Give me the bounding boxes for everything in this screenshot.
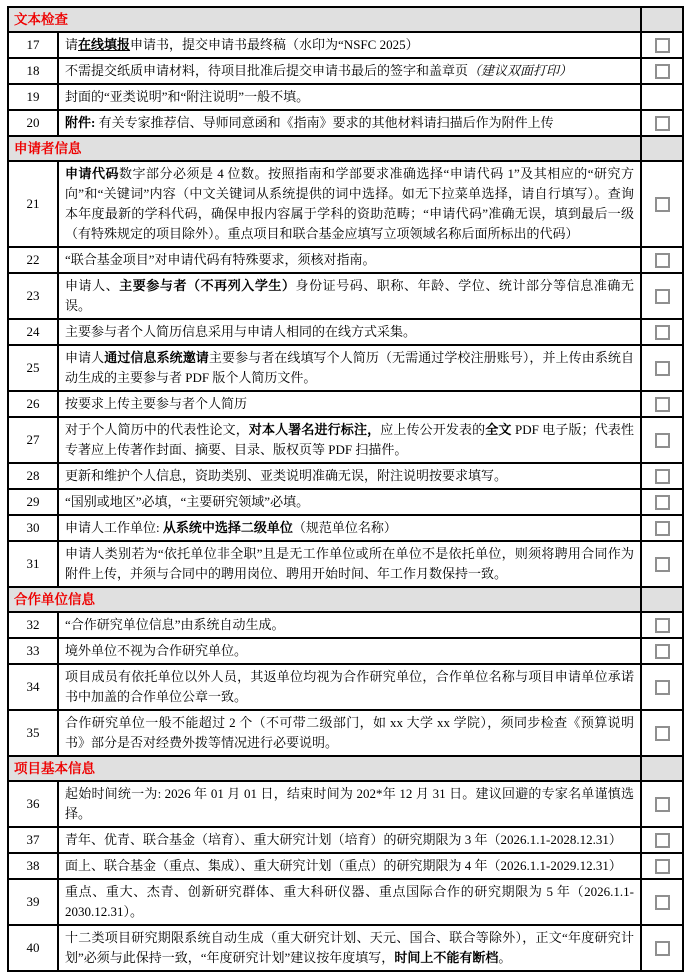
checkbox-cell (641, 463, 683, 489)
checkbox[interactable] (655, 680, 670, 695)
row-text-segment: 十二类项目研究期限系统自动生成（重大研究计划、天元、国合、联合等除外），正文“年度研究计划”必须与此保持一致，“年度研究计划”建议按年度填写， (65, 930, 634, 965)
checkbox[interactable] (655, 469, 670, 484)
checklist-row (8, 319, 683, 345)
checkbox-cell (641, 879, 683, 925)
row-number: 37 (8, 827, 58, 853)
row-text-segment: （规范单位名称） (292, 520, 397, 535)
row-text (58, 710, 641, 756)
row-text-segment: 申请书，提交申请书最终稿（水印为“NSFC 2025） (130, 37, 419, 52)
row-number: 21 (8, 161, 58, 247)
checkbox[interactable] (655, 859, 670, 874)
checklist-row (8, 273, 683, 319)
checkbox[interactable] (655, 557, 670, 572)
row-text (58, 638, 641, 664)
row-text-segment: 申请代码 (65, 166, 119, 181)
row-text (58, 925, 641, 971)
row-text-segment: 境外单位不视为合作研究单位。 (65, 643, 248, 658)
checkbox-cell (641, 32, 683, 58)
checklist-row (8, 827, 683, 853)
checklist-row (8, 515, 683, 541)
row-text-segment: “国别或地区”必填，“主要研究领域”必填。 (65, 494, 310, 509)
row-number: 40 (8, 925, 58, 971)
row-text-segment: 青年、优青、联合基金（培育）、重大研究计划（培育）的研究期限为 3 年（2026.1.1-2028.12.31） (65, 832, 622, 847)
row-text (58, 853, 641, 879)
row-text-segment: 申请人、 (65, 278, 120, 293)
row-text (58, 781, 641, 827)
row-number: 27 (8, 417, 58, 463)
checkbox-cell (641, 345, 683, 391)
checkbox[interactable] (655, 38, 670, 53)
checklist-row (8, 58, 683, 84)
row-text-segment: 面上、联合基金（重点、集成）、重大研究计划（重点）的研究期限为 4 年（2026.1.1-2029.12.31） (65, 858, 622, 873)
checkbox-cell (641, 853, 683, 879)
row-text-segment: 对本人署名进行标注， (248, 422, 381, 437)
checklist-row (8, 417, 683, 463)
row-text-segment: 在线填报 (78, 37, 131, 52)
row-text-segment: 主要参与者在线填写个人简历（无需通过学校注册账号），并上传由系统自动生成的主要参与者 PDF 版个人简历文件。 (65, 350, 634, 385)
checkbox-cell (641, 273, 683, 319)
section-header-row (8, 7, 683, 32)
section-checkbox-cell (641, 7, 683, 32)
checkbox[interactable] (655, 361, 670, 376)
row-text-segment: 更新和维护个人信息，资助类别、亚类说明准确无误，附注说明按要求填写。 (65, 468, 508, 483)
checkbox[interactable] (655, 833, 670, 848)
row-number: 22 (8, 247, 58, 273)
row-number: 28 (8, 463, 58, 489)
row-text (58, 273, 641, 319)
row-text-segment: 不需提交纸质申请材料，待项目批准后提交申请书最后的签字和盖章页 (65, 63, 469, 78)
row-number: 18 (8, 58, 58, 84)
checkbox[interactable] (655, 289, 670, 304)
row-text (58, 319, 641, 345)
row-text-segment: 时间上不能有断档 (394, 950, 499, 965)
row-text-segment: “联合基金项目”对申请代码有特殊要求，须核对指南。 (65, 252, 376, 267)
row-text (58, 58, 641, 84)
row-number: 35 (8, 710, 58, 756)
row-text (58, 391, 641, 417)
checkbox[interactable] (655, 197, 670, 212)
checklist-row (8, 925, 683, 971)
section-header-row (8, 587, 683, 612)
section-checkbox-cell (641, 756, 683, 781)
checkbox[interactable] (655, 397, 670, 412)
row-text-segment: PDF 电子版；代表性专著应上传著作封面、摘要、目录、版权页等 PDF 扫描件。 (65, 422, 634, 457)
row-text-segment: 请 (65, 37, 79, 52)
checkbox-cell (641, 612, 683, 638)
checkbox[interactable] (655, 618, 670, 633)
checkbox-cell (641, 710, 683, 756)
row-text-segment: 通过信息系统邀请 (104, 350, 209, 365)
checkbox[interactable] (655, 325, 670, 340)
row-text-segment: 申请人 (65, 350, 105, 365)
row-text-segment: 对于个人简历中的代表性论文， (65, 422, 249, 437)
checklist-row (8, 161, 683, 247)
checklist-row (8, 32, 683, 58)
row-text-segment: 起始时间统一为: 2026 年 01 月 01 日，结束时间为 202*年 12 月 31 日。建议回避的专家名单谨慎选择。 (65, 786, 634, 821)
row-text-segment: 数字部分必须是 4 位数。按照指南和学部要求准确选择“申请代码 1”及其相应的“研究方向”和“关键词”内容（中文关键词从系统提供的词中选择。如无下拉菜单选择，请自行填写）。查询本年度最新的学科代码，确保申报内容属于学科的资助范畴；“申请代码”准确无误，填到最后一级（有特殊规定的项目除外）。重点项目和联合基金应填写立项领域名称后面所标出的代码） (65, 166, 634, 241)
row-text-segment: “合作研究单位信息”由系统自动生成。 (65, 617, 285, 632)
checkbox-cell (641, 541, 683, 587)
row-text (58, 110, 641, 136)
row-text (58, 612, 641, 638)
row-text-segment: 应上传公开发表的 (380, 422, 486, 437)
row-text (58, 515, 641, 541)
row-text-segment: 有关专家推荐信、导师同意函和《指南》要求的其他材料请扫描后作为附件上传 (98, 115, 554, 130)
checklist-row (8, 710, 683, 756)
checklist-table (7, 6, 684, 972)
row-text (58, 541, 641, 587)
section-checkbox-cell (641, 587, 683, 612)
checkbox-cell (641, 781, 683, 827)
checkbox-cell (641, 489, 683, 515)
row-text (58, 345, 641, 391)
checklist-table-body (8, 7, 683, 971)
row-text-segment: 。 (498, 950, 512, 965)
row-text (58, 32, 641, 58)
row-text-segment: 身份证号码、职称、年龄、学位、统计部分等信息准确无误。 (65, 278, 634, 313)
row-text-segment: 申请人工作单位: (65, 520, 163, 535)
checkbox-cell (641, 417, 683, 463)
row-number: 33 (8, 638, 58, 664)
checkbox-cell (641, 110, 683, 136)
row-number: 24 (8, 319, 58, 345)
checkbox-cell (641, 58, 683, 84)
checkbox-cell (641, 84, 683, 110)
checkbox[interactable] (655, 644, 670, 659)
checkbox-cell (641, 638, 683, 664)
checklist-row (8, 612, 683, 638)
checkbox-cell (641, 664, 683, 710)
checklist-row (8, 541, 683, 587)
row-text (58, 827, 641, 853)
row-text-segment: （建议双面打印） (468, 63, 573, 78)
row-number: 32 (8, 612, 58, 638)
row-text-segment: 重点、重大、杰青、创新研究群体、重大科研仪器、重点国际合作的研究期限为 5 年（2026.1.1-2030.12.31）。 (65, 884, 634, 919)
row-text-segment: 全文 (485, 422, 512, 437)
section-checkbox-cell (641, 136, 683, 161)
checkbox[interactable] (655, 797, 670, 812)
checklist-row (8, 345, 683, 391)
row-text-segment: 从系统中选择二级单位 (162, 520, 293, 535)
checkbox[interactable] (655, 521, 670, 536)
row-text (58, 489, 641, 515)
checklist-row (8, 489, 683, 515)
checklist-row (8, 781, 683, 827)
row-number: 36 (8, 781, 58, 827)
row-number: 23 (8, 273, 58, 319)
checkbox-cell (641, 161, 683, 247)
section-title: 项目基本信息 (8, 756, 641, 781)
section-header-row (8, 136, 683, 161)
row-text-segment: 申请人类别若为“依托单位非全职”且是无工作单位或所在单位不是依托单位，则须将聘用合同作为附件上传，并须与合同中的聘用岗位、聘用开始时间、年工作月数保持一致。 (65, 546, 634, 581)
row-text (58, 463, 641, 489)
checklist-row (8, 391, 683, 417)
checkbox-cell (641, 319, 683, 345)
checkbox-cell (641, 247, 683, 273)
checkbox-cell (641, 827, 683, 853)
row-text (58, 664, 641, 710)
row-number: 26 (8, 391, 58, 417)
section-header-row (8, 756, 683, 781)
section-title: 申请者信息 (8, 136, 641, 161)
checklist-row (8, 853, 683, 879)
checkbox-cell (641, 515, 683, 541)
row-text-segment: 主要参与者（不再列入学生） (119, 278, 296, 293)
row-number: 30 (8, 515, 58, 541)
checkbox[interactable] (655, 941, 670, 956)
checkbox[interactable] (655, 253, 670, 268)
row-number: 17 (8, 32, 58, 58)
checkbox-cell (641, 391, 683, 417)
row-text (58, 161, 641, 247)
section-title: 文本检查 (8, 7, 641, 32)
row-number: 29 (8, 489, 58, 515)
row-number: 39 (8, 879, 58, 925)
row-text-segment: 项目成员有依托单位以外人员，其返单位均视为合作研究单位，合作单位名称与项目申请单位承诺书中加盖的合作单位公章一致。 (65, 669, 634, 704)
row-text-segment: 主要参与者个人简历信息采用与申请人相同的在线方式采集。 (65, 324, 417, 339)
row-number: 25 (8, 345, 58, 391)
checkbox[interactable] (655, 726, 670, 741)
checklist-row (8, 463, 683, 489)
row-text (58, 417, 641, 463)
checkbox[interactable] (655, 433, 670, 448)
checklist-row (8, 247, 683, 273)
row-text (58, 247, 641, 273)
row-text-segment: 附件: (65, 115, 99, 130)
section-title: 合作单位信息 (8, 587, 641, 612)
row-text-segment: 按要求上传主要参与者个人简历 (65, 396, 248, 411)
checkbox[interactable] (655, 495, 670, 510)
row-number: 31 (8, 541, 58, 587)
row-text-segment: 封面的“亚类说明”和“附注说明”一般不填。 (65, 89, 310, 104)
row-number: 19 (8, 84, 58, 110)
row-text-segment: 合作研究单位一般不能超过 2 个（不可带二级部门，如 xx 大学 xx 学院），须同步检查《预算说明书》部分是否对经费外拨等情况进行必要说明。 (65, 715, 634, 750)
checkbox[interactable] (655, 64, 670, 79)
checkbox[interactable] (655, 895, 670, 910)
row-number: 38 (8, 853, 58, 879)
row-text (58, 879, 641, 925)
checkbox[interactable] (655, 116, 670, 131)
row-number: 20 (8, 110, 58, 136)
checklist-row (8, 84, 683, 110)
checklist-row (8, 638, 683, 664)
checkbox-cell (641, 925, 683, 971)
row-text (58, 84, 641, 110)
row-number: 34 (8, 664, 58, 710)
checklist-row (8, 110, 683, 136)
checklist-row (8, 879, 683, 925)
checklist-row (8, 664, 683, 710)
